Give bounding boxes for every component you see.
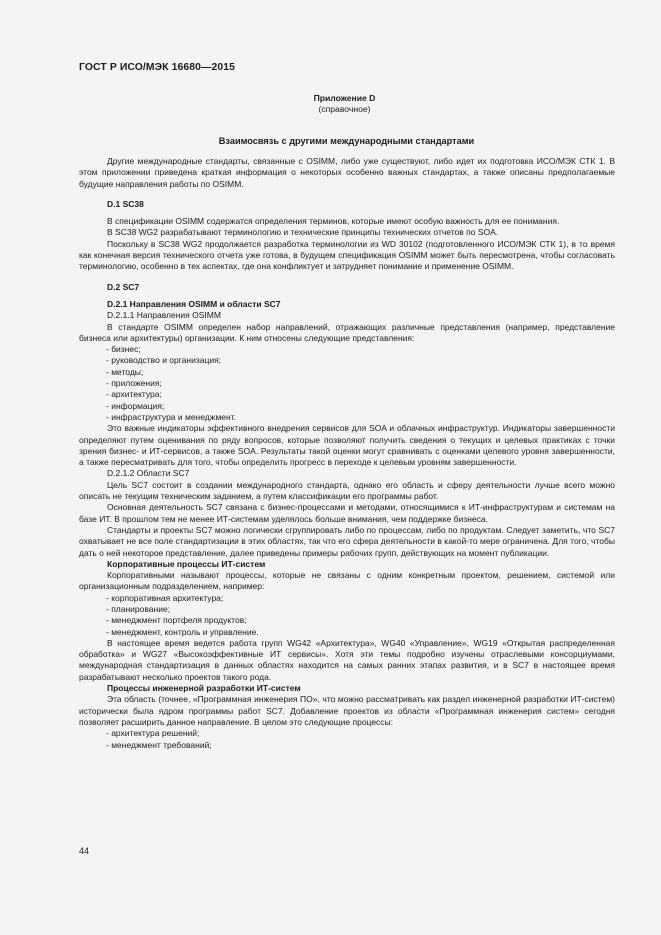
standard-header: ГОСТ Р ИСО/МЭК 16680—2015 bbox=[79, 62, 235, 73]
d212-paragraph-2: Основная деятельность SC7 связана с бизнес-процессами и методами, относящимися к ИТ-инфраструктурам и системам на базе ИТ. В прошлом тем не менее ИТ-системам уделялось больше внимания, чем поддержке бизнеса. bbox=[79, 502, 615, 524]
list-item: - планирование; bbox=[106, 603, 171, 614]
heading-d212: D.2.1.2 Области SC7 bbox=[107, 468, 190, 479]
corp-paragraph-2: В настоящее время ведется работа групп WG42 «Архитектура», WG40 «Управление», WG19 «Открытая распределенная обработка» и WG27 «Высокоэффективные ИТ сервисы». Хотя эти темы подробно изучены отраслевыми консорциумами, международная стандартизация в данных областях находится на самых ранних этапах развития, и в SC7 в настоящее время разрабатывают несколько проектов такого рода. bbox=[79, 637, 615, 682]
list-item: - корпоративная архитектура; bbox=[106, 592, 224, 603]
intro-paragraph: Другие международные стандарты, связанные с OSIMM, либо уже существуют, либо идет их подготовка ИСО/МЭК СТК 1. В этом приложении приведена краткая информация о некоторых особенно важных стандартах, а также описаны предполагаемые будущие направления работы по OSIMM. bbox=[79, 156, 615, 189]
document-body bbox=[79, 156, 615, 751]
d211-paragraph-1: В стандарте OSIMM определен набор направлений, отражающих различные представления (например, представление бизнеса или архитектуры) организации. К ним относены следующие представления: bbox=[79, 321, 615, 343]
heading-d211: D.2.1.1 Направления OSIMM bbox=[107, 310, 221, 321]
appendix-heading bbox=[0, 93, 661, 115]
d212-paragraph-1: Цель SC7 состоит в создании международного стандарта, однако его область и сферу деятельности лучше всего можно описать не текущим техническим заданием, а путем классификации его программы работ. bbox=[79, 479, 615, 502]
heading-engineering-processes: Процессы инженерной разработки ИТ-систем bbox=[107, 683, 301, 694]
appendix-subtitle: (справочное) bbox=[318, 104, 371, 114]
list-item: - информация; bbox=[106, 400, 165, 411]
list-item: - руководство и организация; bbox=[106, 355, 222, 366]
list-item: - менеджмент, контроль и управление. bbox=[106, 626, 259, 637]
d211-paragraph-2: Это важные индикаторы эффективного внедрения сервисов для SOA и облачных инфраструктур. Индикаторы завершенности определяют путем оценивания по ряду вопросов, которые позволяют получить сведения о текущих и целевых практиках с точки зрения бизнес- и ИТ-сервисов, а также SOA. Результаты такой оценки могут сравнивать с оценками целевого уровня завершенности, а также пересматривать для того, чтобы определить прогресс в переходе к целевым уровням завершенности. bbox=[79, 423, 615, 468]
heading-d2: D.2 SC7 bbox=[107, 281, 140, 292]
list-item: - менеджмент требований; bbox=[106, 739, 212, 750]
list-item: - архитектура решений; bbox=[106, 728, 200, 739]
list-item: - инфраструктура и менеджмент. bbox=[106, 411, 237, 422]
d1-paragraph-1: В спецификации OSIMM содержатся определения терминов, которые имеют особую важность для ее понимания. bbox=[107, 216, 560, 227]
corp-paragraph-1: Корпоративными называют процессы, которые не связаны с одним конкретным проектом, решением, системой или организационным подразделением, например: bbox=[79, 570, 615, 592]
eng-paragraph-1: Эта область (точнее, «Программная инженерия ПО», что можно рассматривать как раздел инженерной разработки ИТ-систем) исторически была ядром программы работ SC7. Добавление проектов из области «Программная инженерия систем» сегодня позволяет расширить данное направление. В целом это следующие процессы: bbox=[79, 694, 615, 727]
d212-paragraph-3: Стандарты и проекты SC7 можно логически сгруппировать либо по процессам, либо по продуктам. Следует заметить, что SC7 охватывает не все поле стандартизации в этих областях, так что его сфера деятельности в какой-то мере ограничена. Для того, чтобы дать о ней некоторое представление, далее приведены примеры рабочих групп, действующих на момент публикации. bbox=[79, 524, 615, 558]
list-item: - методы; bbox=[106, 366, 144, 377]
list-item: - архитектура; bbox=[106, 389, 162, 400]
heading-corporate-processes: Корпоративные процессы ИТ-систем bbox=[107, 558, 266, 569]
appendix-title: Приложение D bbox=[313, 93, 376, 103]
d1-paragraph-3: Поскольку в SC38 WG2 продолжается разработка терминологии из WD 30102 (подготовленного ИСО/МЭК СТК 1), в то время как конечная версия технического отчета уже готова, в будущем спецификация OSIMM может быть пересмотрена, чтобы согласовать терминологию, особенно в тех аспектах, где она конфликтует и затрудняет понимание и применение OSIMM. bbox=[79, 238, 615, 272]
list-item: - приложения; bbox=[106, 378, 162, 389]
list-item: - бизнес; bbox=[106, 344, 141, 355]
page-number: 44 bbox=[79, 846, 90, 856]
heading-d21: D.2.1 Направления OSIMM и области SC7 bbox=[107, 298, 281, 309]
section-title: Взаимосвязь с другими международными стандартами bbox=[218, 136, 475, 146]
d1-paragraph-2: В SC38 WG2 разрабатывают терминологию и технические принципы технических отчетов по SOA. bbox=[107, 227, 499, 238]
heading-d1: D.1 SC38 bbox=[107, 198, 144, 209]
list-item: - менеджмент портфеля продуктов; bbox=[106, 615, 247, 626]
